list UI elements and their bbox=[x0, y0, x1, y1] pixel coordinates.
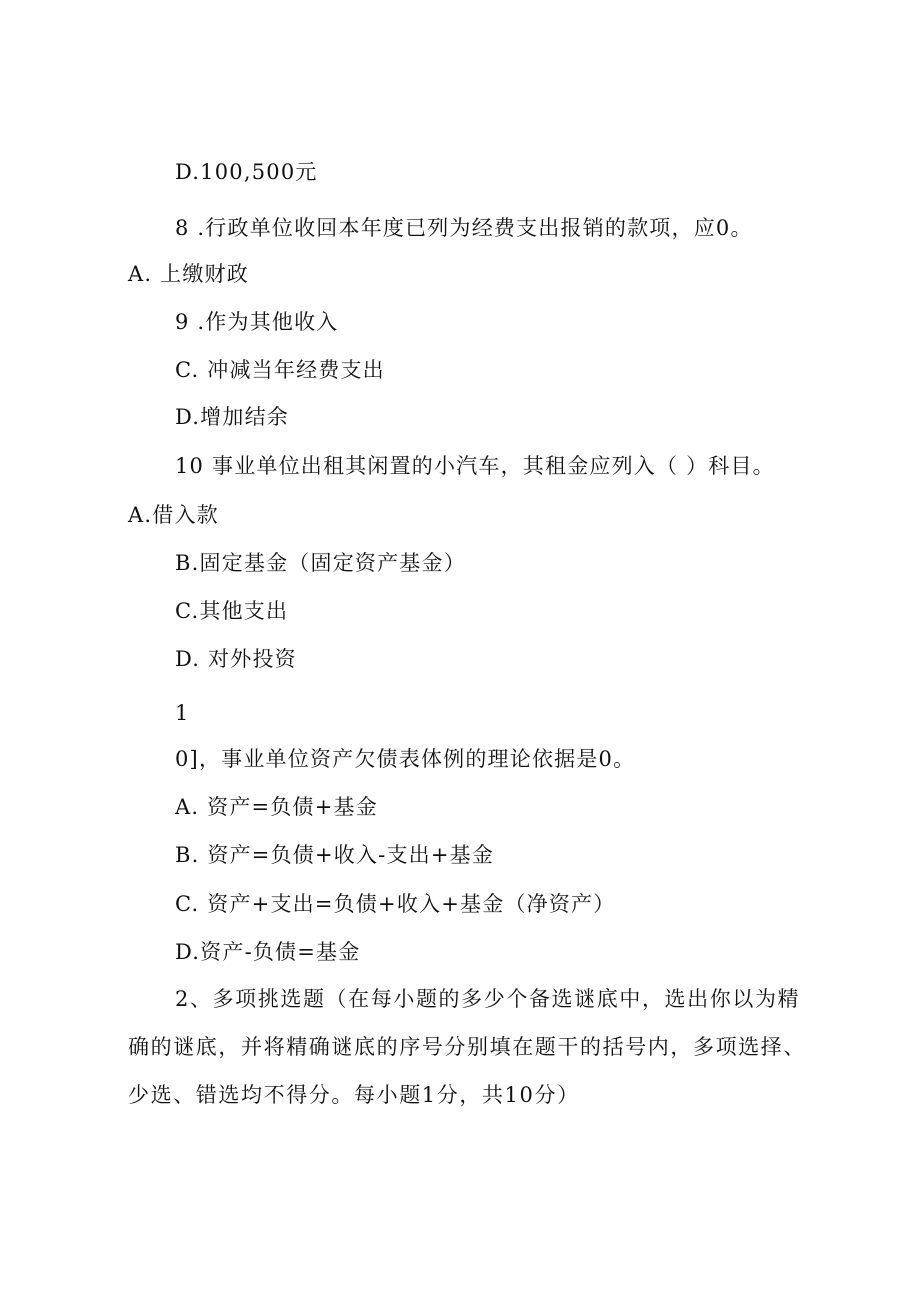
question-11: 0]，事业单位资产欠债表体例的理论依据是0。 bbox=[175, 747, 636, 771]
option-c-reduce-expense: C. 冲减当年经费支出 bbox=[175, 358, 385, 382]
option-d-increase-surplus: D.增加结余 bbox=[175, 405, 289, 429]
question-10: 10 事业单位出租其闲置的小汽车，其租金应列入（ ）科目。 bbox=[175, 454, 775, 478]
option-c-equation: C. 资产+支出=负债+收入+基金（净资产） bbox=[175, 892, 616, 916]
option-d-amount: D.100,500元 bbox=[175, 160, 318, 184]
option-a-remit: A. 上缴财政 bbox=[128, 262, 249, 286]
question-9-other-income: 9 .作为其他收入 bbox=[175, 310, 339, 334]
option-a-borrowing: A.借入款 bbox=[128, 503, 219, 527]
option-d-external-investment: D. 对外投资 bbox=[175, 647, 297, 671]
option-b-fixed-fund: B.固定基金（固定资产基金） bbox=[175, 551, 466, 575]
question-number-fragment: 1 bbox=[175, 701, 190, 725]
option-c-other-expense: C.其他支出 bbox=[175, 599, 289, 623]
option-d-equation: D.资产-负债=基金 bbox=[175, 940, 361, 964]
option-b-equation: B. 资产=负债+收入-支出+基金 bbox=[175, 843, 495, 867]
question-8: 8 .行政单位收回本年度已列为经费支出报销的款项，应0。 bbox=[175, 216, 753, 240]
option-a-equation: A. 资产=负债+基金 bbox=[175, 795, 378, 819]
section-multiple-choice-heading: 2、多项挑选题（在每小题的多少个备选谜底中，选出你以为精确的谜底，并将精确谜底的序号分别填在题干的括号内，多项选择、少选、错选均不得分。每小题1分，共10分） bbox=[128, 987, 806, 1107]
